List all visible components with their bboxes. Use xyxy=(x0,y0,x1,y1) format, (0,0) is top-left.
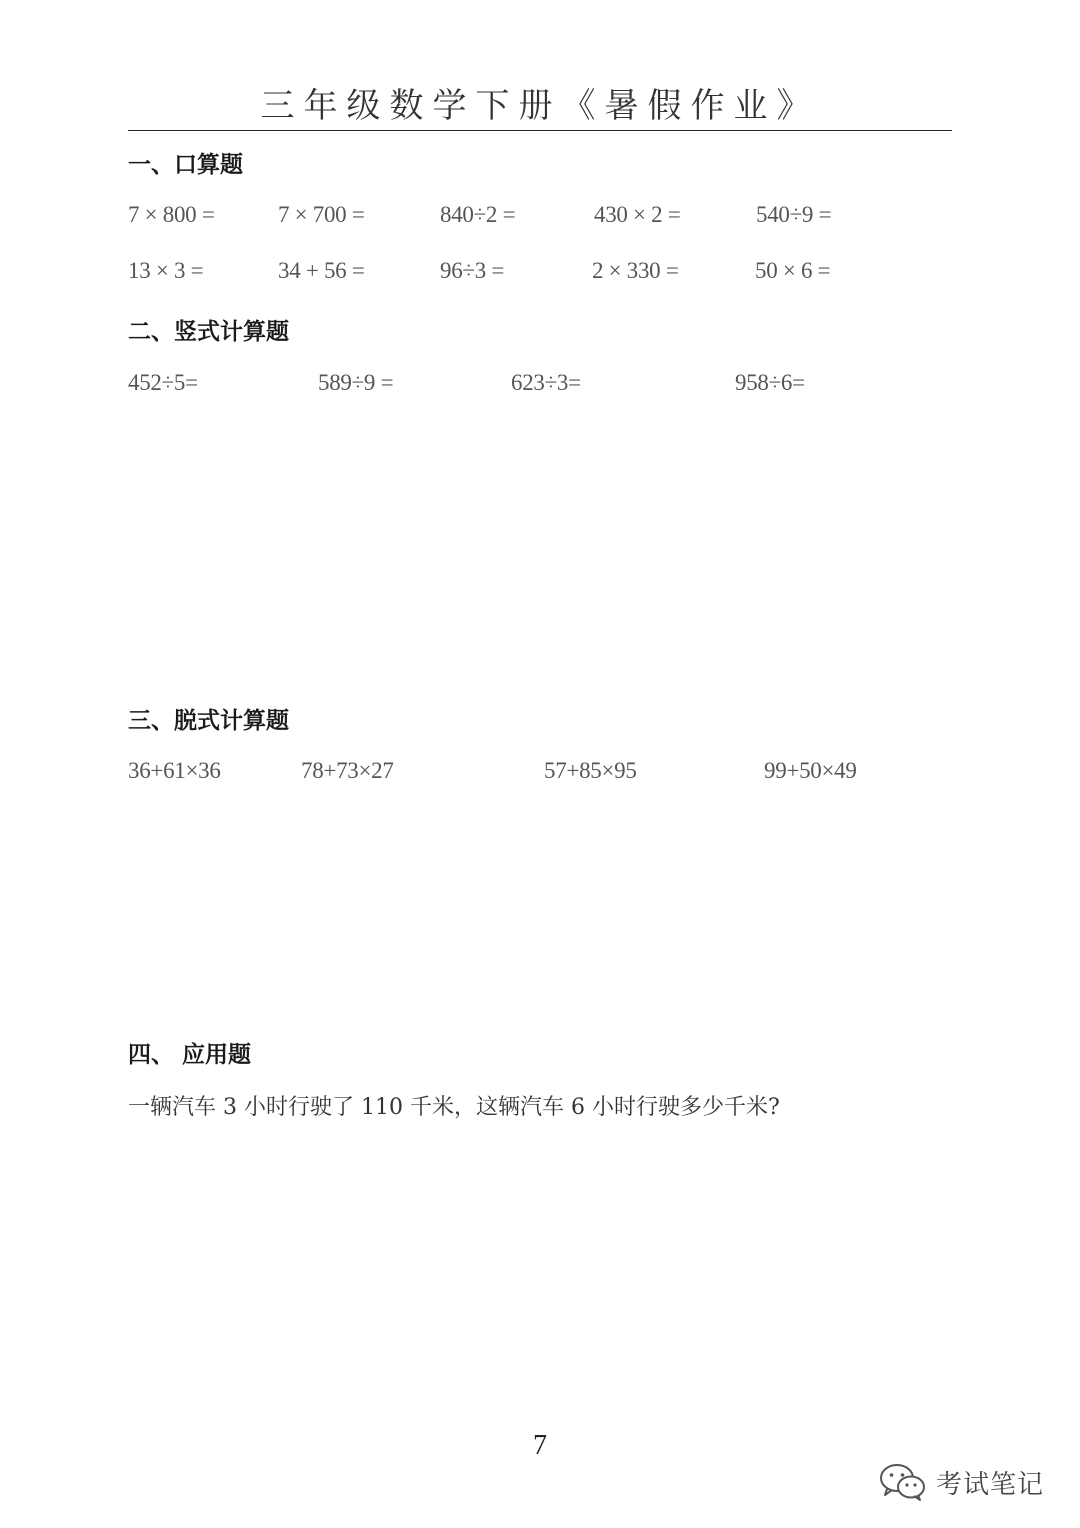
mental-problem: 7 × 800 = xyxy=(128,202,215,227)
mental-problem: 430 × 2 = xyxy=(594,202,681,227)
mental-problem: 2 × 330 = xyxy=(592,258,679,283)
page-number: 7 xyxy=(533,1430,547,1461)
stepwise-problem: 36+61×36 xyxy=(128,758,221,783)
vertical-problem: 623÷3= xyxy=(511,370,581,395)
vertical-problem: 589÷9 = xyxy=(318,370,394,395)
vertical-problem: 958÷6= xyxy=(735,370,805,395)
watermark-text: 考试笔记 xyxy=(936,1469,1045,1500)
wechat-icon xyxy=(878,1462,928,1502)
mental-problem: 7 × 700 = xyxy=(278,202,365,227)
section-heading-stepwise: 三、脱式计算题 xyxy=(128,708,289,734)
section-heading-vertical: 二、竖式计算题 xyxy=(128,319,289,345)
mental-problem: 540÷9 = xyxy=(756,202,832,227)
application-question: 一辆汽车 3 小时行驶了 110 千米，这辆汽车 6 小时行驶多少千米? xyxy=(128,1095,780,1120)
stepwise-problem: 57+85×95 xyxy=(544,758,637,783)
title-divider xyxy=(128,130,952,131)
mental-problem: 13 × 3 = xyxy=(128,258,204,283)
page-title: 三年级数学下册《暑假作业》 xyxy=(260,86,820,126)
vertical-problem: 452÷5= xyxy=(128,370,198,395)
mental-problem: 840÷2 = xyxy=(440,202,516,227)
mental-problem: 50 × 6 = xyxy=(755,258,831,283)
mental-problem: 96÷3 = xyxy=(440,258,505,283)
stepwise-problem: 78+73×27 xyxy=(301,758,394,783)
watermark xyxy=(878,1462,1044,1502)
section-heading-application: 四、 应用题 xyxy=(128,1042,252,1068)
stepwise-problem: 99+50×49 xyxy=(764,758,857,783)
mental-problem: 34 + 56 = xyxy=(278,258,365,283)
section-heading-mental: 一、口算题 xyxy=(128,152,243,178)
